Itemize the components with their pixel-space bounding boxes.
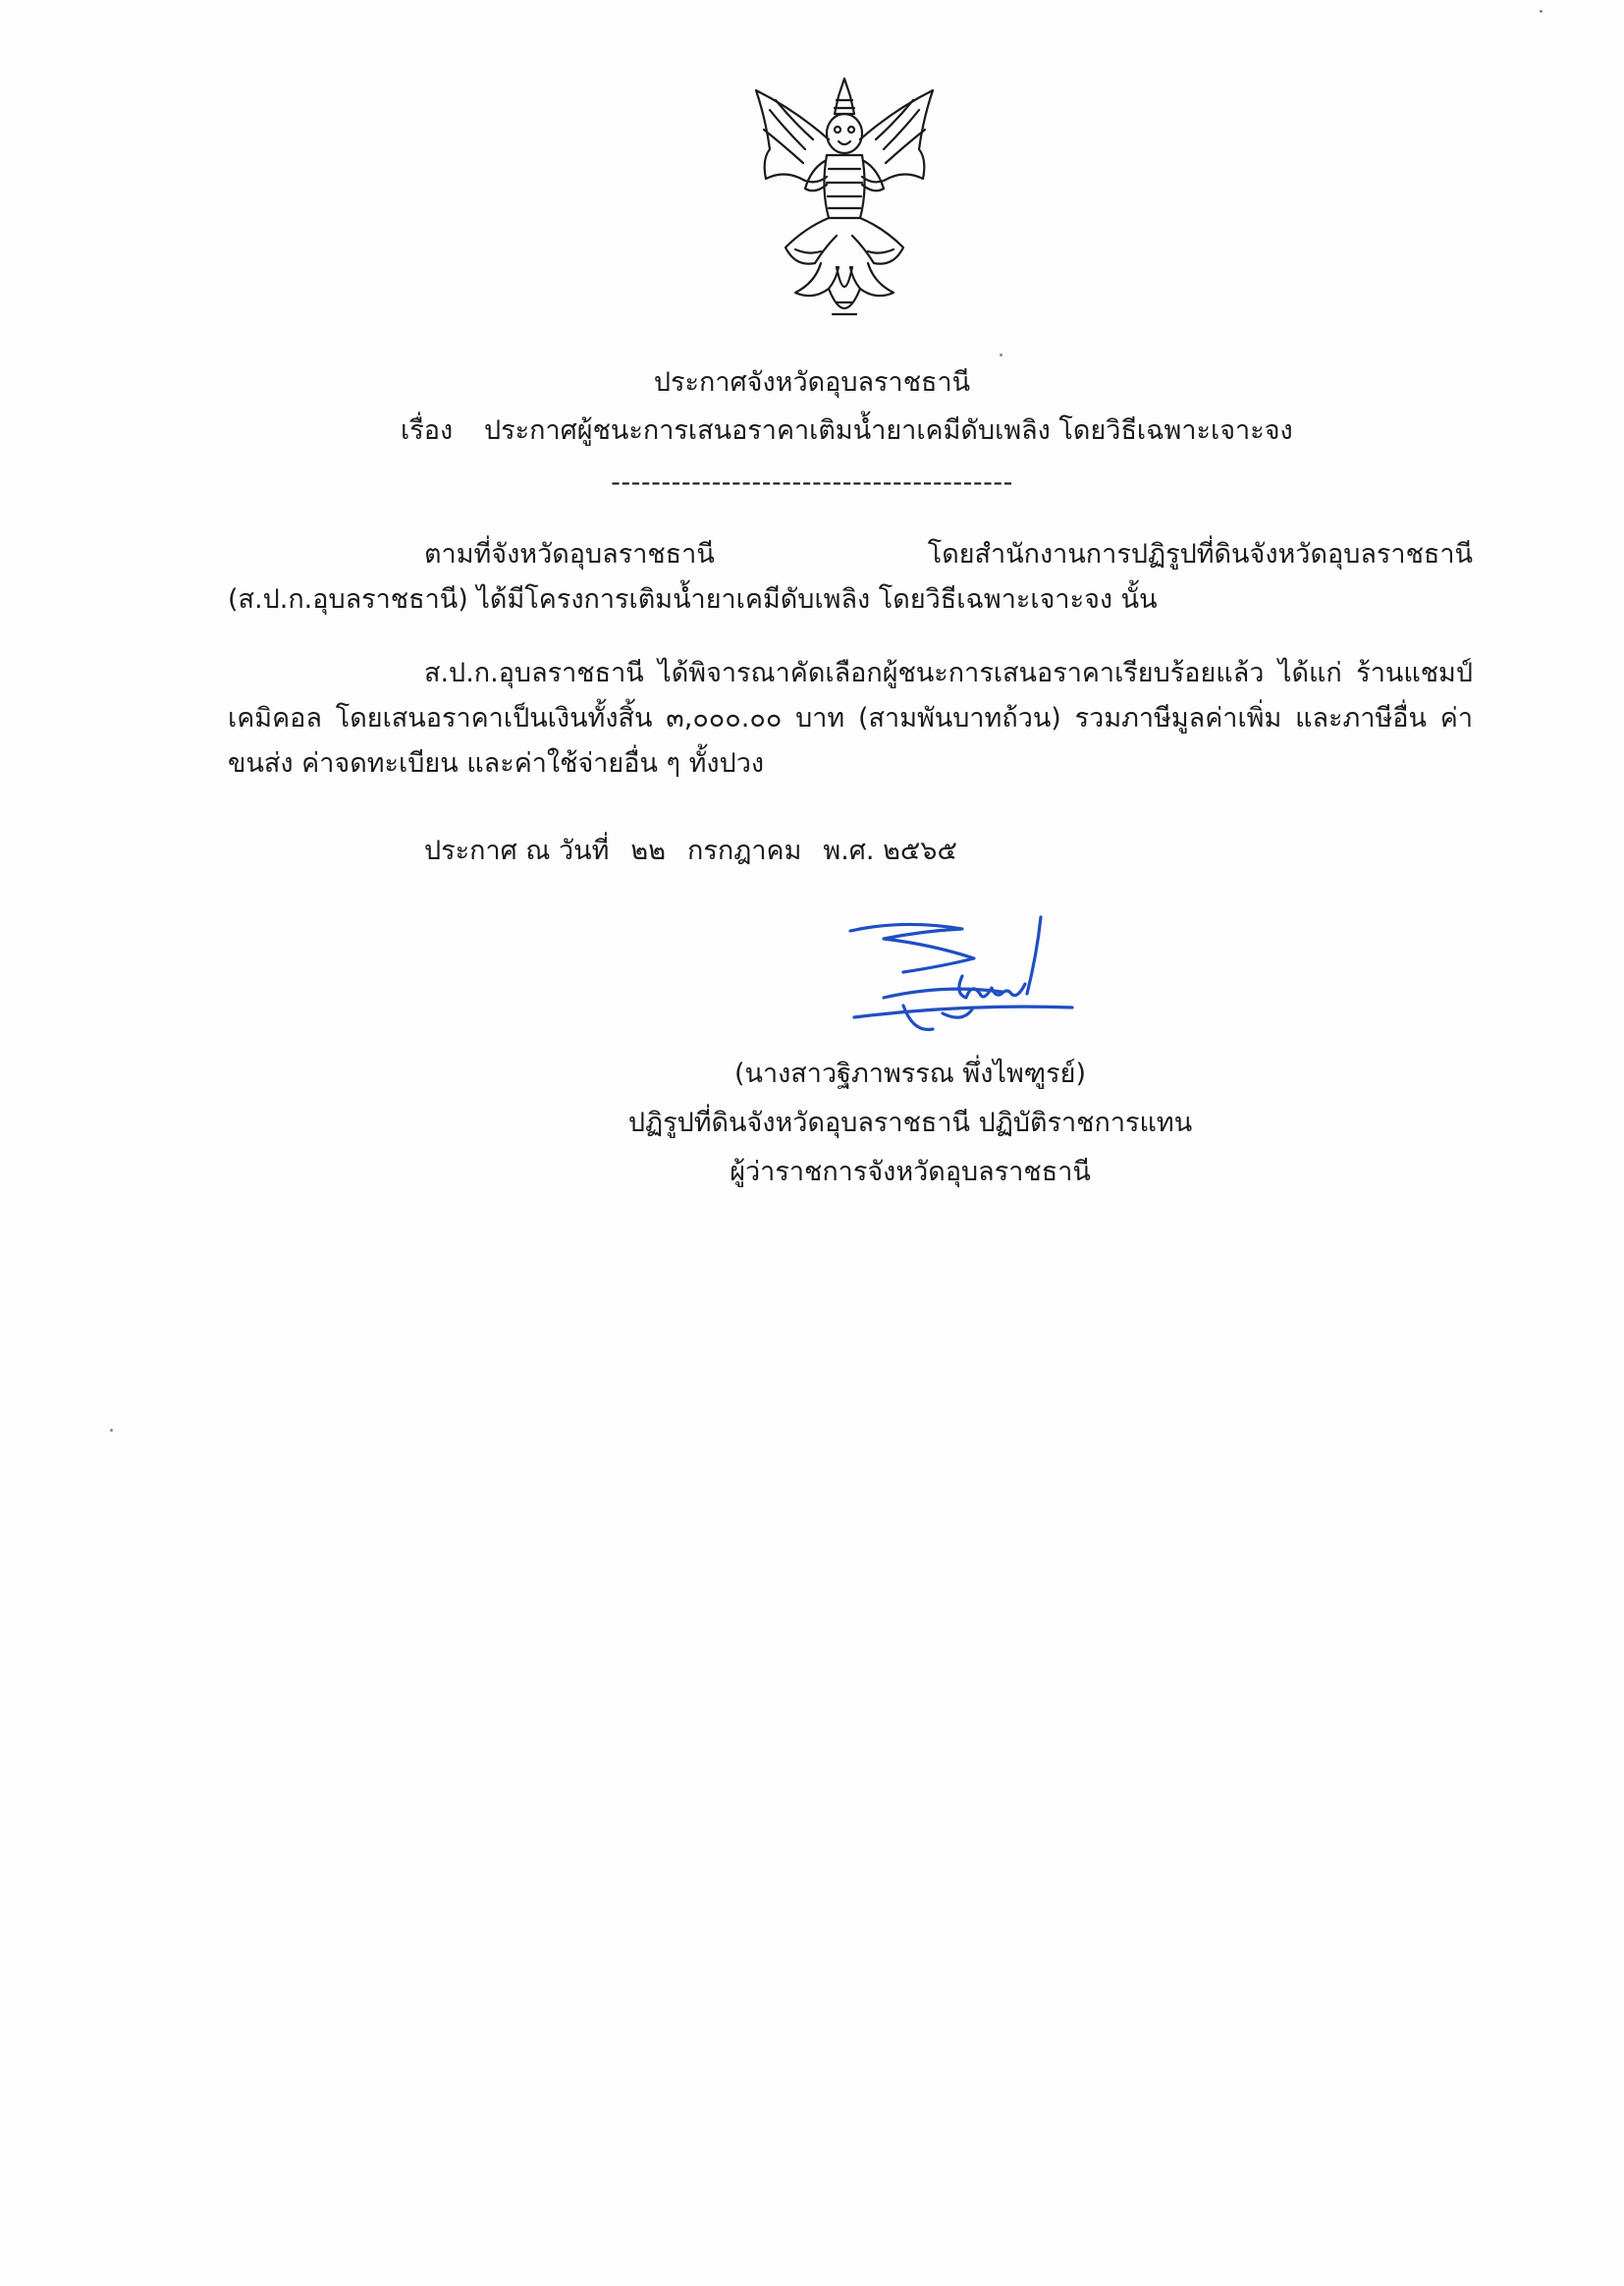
handwritten-signature-icon bbox=[844, 915, 1100, 1043]
announcement-date bbox=[424, 838, 979, 864]
date-year: พ.ศ. ๒๕๖๕ bbox=[823, 836, 957, 866]
scan-speck bbox=[1000, 354, 1002, 356]
announcement-heading: ประกาศจังหวัดอุบลราชธานี bbox=[653, 367, 971, 398]
divider: ---------------------------------------- bbox=[611, 467, 1013, 498]
subject-label: เรื่อง bbox=[401, 415, 454, 446]
signer-position-1: ปฏิรูปที่ดินจังหวัดอุบลราชธานี ปฏิบัติราชการแทน bbox=[627, 1108, 1193, 1138]
garuda-emblem-icon bbox=[727, 71, 962, 346]
body-paragraph-1: ตามที่จังหวัดอุบลราชธานี โดยสำนักงานการปฏิรูปที่ดินจังหวัดอุบลราชธานี (ส.ป.ก.อุบลราชธานี) ได้มีโครงการเติมน้ำยาเคมีดับเพลิง โดยวิธีเฉพาะเจาะจง นั้น bbox=[228, 539, 1473, 615]
subject-text: ประกาศผู้ชนะการเสนอราคาเติมน้ำยาเคมีดับเพลิง โดยวิธีเฉพาะเจาะจง bbox=[484, 415, 1293, 446]
scan-speck bbox=[110, 1429, 113, 1432]
signer-name: (นางสาวฐิภาพรรณ พึ่งไพฑูรย์) bbox=[733, 1059, 1087, 1089]
scan-speck bbox=[1540, 10, 1543, 13]
date-day: ๒๒ bbox=[630, 836, 667, 866]
signer-position-2: ผู้ว่าราชการจังหวัดอุบลราชธานี bbox=[730, 1157, 1091, 1187]
subject-line bbox=[401, 417, 1293, 444]
body-paragraph-2: ส.ป.ก.อุบลราชธานี ได้พิจารณาคัดเลือกผู้ชนะการเสนอราคาเรียบร้อยแล้ว ได้แก่ ร้านแชมป์เคมิคอล โดยเสนอราคาเป็นเงินทั้งสิ้น ๓,๐๐๐.๐๐ บาท (สามพันบาทถ้วน) รวมภาษีมูลค่าเพิ่ม และภาษีอื่น ค่าขนส่ง ค่าจดทะเบียน และค่าใช้จ่ายอื่น ๆ ทั้งปวง bbox=[228, 658, 1473, 779]
date-prefix: ประกาศ ณ วันที่ bbox=[424, 836, 610, 866]
date-month: กรกฎาคม bbox=[687, 836, 802, 866]
